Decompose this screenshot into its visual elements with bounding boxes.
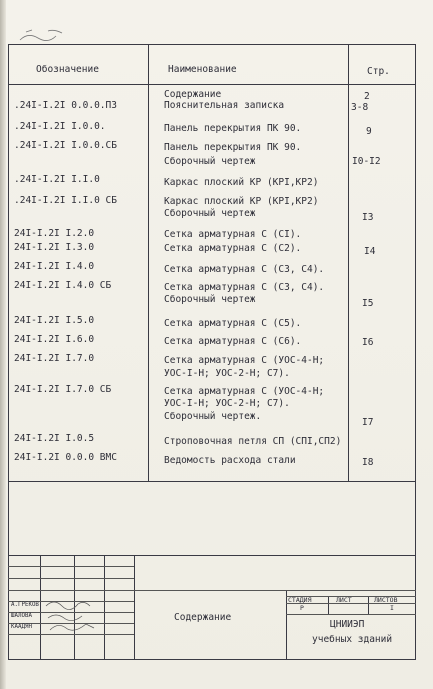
signer-name: КААДЯН <box>11 624 32 630</box>
row-name: Сборочный чертеж <box>164 208 256 219</box>
signature-scribble <box>44 598 104 636</box>
row-name: Сборочный чертеж <box>164 294 256 305</box>
table-bottom-divider <box>8 481 416 482</box>
row-code: .24I-I.2I I.I.0 СБ <box>14 195 117 206</box>
org-line-1: ЦНИИЭП <box>330 619 365 630</box>
row-name: Содержание <box>164 89 222 100</box>
row-name: Сетка арматурная С (С3, С4). <box>164 282 325 293</box>
row-page: I6 <box>362 337 374 348</box>
header-designation: Обозначение <box>36 64 99 75</box>
sheet-label: ЛИСТ <box>336 596 352 604</box>
row-code: 24I-I.2I I.6.0 <box>14 334 95 345</box>
row-name: УОС-I-Н; УОС-2-Н; С7). <box>164 398 290 409</box>
row-code: .24I-I.2I 0.0.0.ПЗ <box>14 100 117 111</box>
row-code: 24I-I.2I I.7.0 СБ <box>14 384 112 395</box>
row-name: Строповочная петля СП (СПI,СП2) <box>164 436 342 447</box>
col-divider-2 <box>348 44 349 481</box>
row-page: 3-8 <box>351 102 369 113</box>
row-name: Панель перекрытия ПК 90. <box>164 142 302 153</box>
row-code: .24I-I.2I I.0.0.СБ <box>14 140 117 151</box>
table-frame <box>8 44 416 660</box>
row-name: Сетка арматурная С (УОС-4-Н; <box>164 355 325 366</box>
header-page: Стр. <box>367 66 390 77</box>
row-name: Сборочный чертеж. <box>164 411 262 422</box>
row-page: 9 <box>366 126 372 137</box>
row-name: Сетка арматурная С (СI). <box>164 229 302 240</box>
row-name: Сборочный чертеж <box>164 156 256 167</box>
title-block-top <box>8 555 416 556</box>
row-page: 2 <box>364 91 370 102</box>
tb-hline <box>286 614 416 615</box>
header-name: Наименование <box>168 64 237 75</box>
row-code: .24I-I.2I I.I.0 <box>14 174 100 185</box>
row-name: Сетка арматурная С (С5). <box>164 318 302 329</box>
row-code: 24I-I.2I I.4.0 СБ <box>14 280 112 291</box>
tb-hline <box>8 590 416 591</box>
row-code: 24I-I.2I I.2.0 <box>14 228 95 239</box>
row-code: 24I-I.2I I.5.0 <box>14 315 95 326</box>
signer-name: ШАЛОВА <box>11 613 32 619</box>
tb-vline <box>40 555 41 660</box>
row-page: I8 <box>362 457 374 468</box>
col-divider-1 <box>148 44 149 481</box>
row-name: Сетка арматурная С (С3, С4). <box>164 264 325 275</box>
tb-hline <box>8 578 134 579</box>
row-name: Сетка арматурная С (С2). <box>164 243 302 254</box>
row-name: Ведомость расхода стали <box>164 455 296 466</box>
sheets-label: ЛИСТОВ <box>374 596 398 604</box>
sheet-value: I <box>390 604 394 612</box>
header-divider <box>8 84 416 85</box>
signer-name: А.ГРЕКОВ <box>11 602 39 608</box>
org-line-2: учебных зданий <box>312 634 393 645</box>
row-name: Сетка арматурная С (УОС-4-Н; <box>164 386 325 397</box>
row-code: 24I-I.2I I.0.5 <box>14 433 95 444</box>
stage-value: Р <box>300 604 304 612</box>
row-name: УОС-I-Н; УОС-2-Н; С7). <box>164 368 290 379</box>
tb-vline <box>286 590 287 660</box>
row-page: I5 <box>362 298 374 309</box>
row-name: Каркас плоский КР (КРI,КР2) <box>164 177 319 188</box>
row-page: I3 <box>362 212 374 223</box>
tb-vline <box>104 555 105 660</box>
row-code: 24I-I.2I I.7.0 <box>14 353 95 364</box>
row-code: .24I-I.2I I.0.0. <box>14 121 106 132</box>
binding-edge <box>0 0 6 689</box>
tb-hline <box>8 566 134 567</box>
row-page: I4 <box>364 246 376 257</box>
row-name: Панель перекрытия ПК 90. <box>164 123 302 134</box>
row-code: 24I-I.2I I.4.0 <box>14 261 95 272</box>
stage-label: СТАДИЯ <box>288 596 312 604</box>
row-name: Каркас плоский КР (КРI,КР2) <box>164 196 319 207</box>
tb-vline <box>328 596 329 614</box>
row-name: Сетка арматурная С (С6). <box>164 336 302 347</box>
row-name: Пояснительная записка <box>164 100 285 111</box>
row-code: 24I-I.2I 0.0.0 ВМС <box>14 452 117 463</box>
tb-vline <box>368 596 369 614</box>
row-page: I7 <box>362 417 374 428</box>
sheet-title: Содержание <box>174 612 232 623</box>
row-code: 24I-I.2I I.3.0 <box>14 242 95 253</box>
tb-vline <box>134 555 135 660</box>
row-page: I0-I2 <box>352 156 381 167</box>
